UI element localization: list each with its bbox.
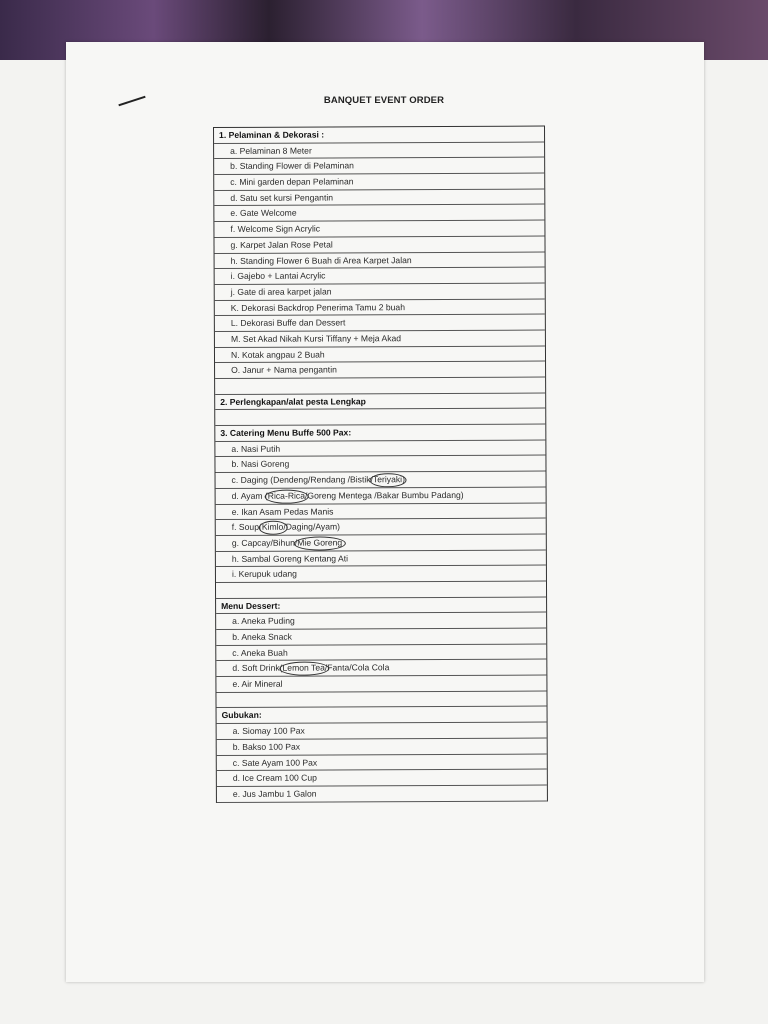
table-row: c. Daging (Dendeng/Rendang /Bistik/Teriyaki) (216, 472, 546, 489)
table-row: M. Set Akad Nikah Kursi Tiffany + Meja Akad (215, 330, 545, 347)
table-row: f. Welcome Sign Acrylic (214, 221, 544, 238)
table-row: e. Gate Welcome (214, 205, 544, 222)
table-row: i. Gajebo + Lantai Acrylic (215, 268, 545, 285)
table-row: c. Sate Ayam 100 Pax (217, 754, 547, 771)
table-row: h. Standing Flower 6 Buah di Area Karpet Jalan (215, 252, 545, 269)
table-row: b. Bakso 100 Pax (217, 738, 547, 755)
order-table (213, 126, 548, 803)
table-row: e. Air Mineral (216, 676, 546, 693)
table-row: L. Dekorasi Buffe dan Dessert (215, 315, 545, 332)
table-row: a. Nasi Putih (215, 440, 545, 457)
circled-choice-mark (265, 489, 309, 503)
table-row: d. Soft Drink(Lemon Tea/Fanta/Cola Cola (216, 660, 546, 677)
table-row: c. Aneka Buah (216, 644, 546, 661)
section-header-row: Gubukan: (217, 707, 547, 724)
circled-choice-mark (279, 662, 328, 676)
table-row: f. Soup(Kimlo/Daging/Ayam) (216, 519, 546, 536)
table-row: g. Capcay/Bihun/Mie Goreng (216, 534, 546, 551)
circled-choice-mark (259, 521, 288, 535)
blank-row (216, 581, 546, 598)
table-row: b. Standing Flower di Pelaminan (214, 158, 544, 175)
circled-choice-mark (294, 536, 346, 550)
table-row: d. Satu set kursi Pengantin (214, 189, 544, 206)
table-row: K. Dekorasi Backdrop Penerima Tamu 2 buah (215, 299, 545, 316)
table-row: a. Pelaminan 8 Meter (214, 142, 544, 159)
section-header-row: 2. Perlengkapan/alat pesta Lengkap (215, 393, 545, 410)
table-row: a. Siomay 100 Pax (217, 723, 547, 740)
table-row: h. Sambal Goreng Kentang Ati (216, 550, 546, 567)
section-header-row: 1. Pelaminan & Dekorasi : (214, 127, 544, 144)
blank-row (216, 691, 546, 708)
table-row: c. Mini garden depan Pelaminan (214, 174, 544, 191)
table-row: a. Aneka Puding (216, 613, 546, 630)
table-row: d. Ice Cream 100 Cup (217, 770, 547, 787)
table-row: N. Kotak angpau 2 Buah (215, 346, 545, 363)
section-header-row: Menu Dessert: (216, 597, 546, 614)
table-row: i. Kerupuk udang (216, 566, 546, 583)
table-row: O. Janur + Nama pengantin (215, 362, 545, 379)
section-header-row: 3. Catering Menu Buffe 500 Pax: (215, 425, 545, 442)
table-row: g. Karpet Jalan Rose Petal (214, 236, 544, 253)
table-row: b. Aneka Snack (216, 629, 546, 646)
circled-choice-mark (370, 473, 406, 487)
table-row: e. Ikan Asam Pedas Manis (216, 503, 546, 520)
table-row: e. Jus Jambu 1 Galon (217, 785, 547, 802)
table-row: b. Nasi Goreng (215, 456, 545, 473)
table-row: j. Gate di area karpet jalan (215, 283, 545, 300)
blank-row (215, 409, 545, 426)
table-row: d. Ayam (Rica-Rica/Goreng Mentega /Bakar Bumbu Padang) (216, 487, 546, 504)
blank-row (215, 378, 545, 395)
document-title: BANQUET EVENT ORDER (323, 95, 445, 106)
